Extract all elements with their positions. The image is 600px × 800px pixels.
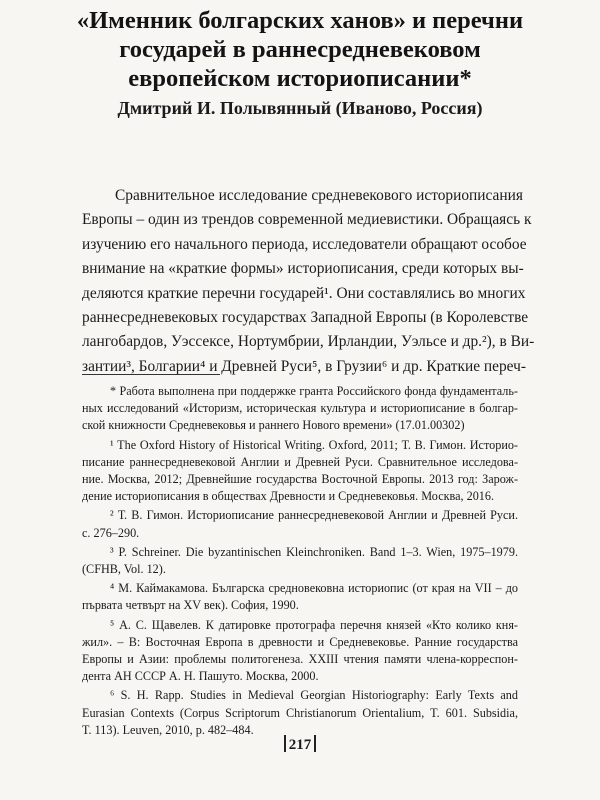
footnote-line: с. 276–290. [82, 525, 140, 540]
footnote-line: жил». – В: Восточная Европа в древности и Средневековье. Ранние государства [82, 634, 518, 649]
footnote-divider [82, 374, 220, 375]
body-line: раннесредневековых государствах Западной Европы (в Королевстве [82, 309, 529, 327]
footnote-line: ³ P. Schreiner. Die byzantinischen Kleinchroniken. Band 1–3. Wien, 1975–1979. [110, 544, 518, 559]
footnotes [82, 383, 518, 741]
footnote-grant [82, 383, 518, 435]
footnote-line: ¹ The Oxford History of Historical Writing. Oxford, 2011; Т. В. Гимон. Историо- [110, 437, 518, 452]
body-line: Сравнительное исследование средневекового историописания [115, 187, 523, 204]
page-number [0, 735, 600, 754]
author-line: Дмитрий И. Полывянный (Иваново, Россия) [117, 98, 483, 118]
footnote-3 [82, 544, 518, 578]
footnote-line: T. 113). Leuven, 2010, p. 482–484. [82, 722, 254, 737]
footnote-5 [82, 617, 518, 686]
title-line: европейском историописании* [128, 65, 472, 92]
body-line: лангобардов, Уэссексе, Нортумбрии, Ирландии, Уэльсе и др.²), в Ви- [82, 333, 535, 351]
footnote-line: писание раннесредневековой Англии и Древней Руси. Сравнительное исследова- [82, 454, 518, 469]
body-line: зантии³, Болгарии⁴ и Древней Руси⁵, в Грузии⁶ и др. Краткие переч- [82, 357, 526, 375]
footnote-line: Eurasian Contexts (Corpus Scriptorum Christianorum Orientalium, T. 601. Subsidia, [82, 705, 518, 720]
footnote-line: ⁶ S. H. Rapp. Studies in Medieval Georgian Historiography: Early Texts and [110, 688, 518, 703]
footnote-6 [82, 687, 518, 739]
body-line: деляются краткие перечни государей¹. Они составлялись во многих [82, 284, 526, 302]
body-paragraph [82, 184, 535, 379]
footnote-line: ние. Москва, 2012; Древнейшие государства Восточной Европы. 2013 год: Зарож- [82, 472, 518, 487]
footnote-line: ⁵ А. С. Щавелев. К датировке протографа перечня князей «Кто колико кня- [110, 617, 518, 632]
title-line: государей в раннесредневековом [119, 36, 481, 63]
page-number-bar-left [284, 735, 286, 752]
footnote-line: дента АН СССР А. Н. Пашуто. Москва, 2000. [82, 669, 319, 684]
footnote-line: дение историописания в обществах Древности и Средневековья. Москва, 2016. [82, 489, 495, 504]
footnote-line: първата четвърт на XV век). София, 1990. [82, 598, 299, 613]
footnote-line: ных исследований «Историзм, историческая культура и историописание в болгар- [82, 401, 518, 416]
body-line: внимание на «краткие формы» историописания, среди которых вы- [82, 260, 524, 278]
footnote-line: ской книжности Средневековья и раннего Нового времени» (17.01.00302) [82, 418, 465, 433]
footnote-1 [82, 437, 518, 506]
footnote-line: (CFHB, Vol. 12). [82, 562, 166, 577]
footnote-line: ⁴ М. Каймакамова. Българска средновековна историопис (от края на VII – до [110, 581, 518, 596]
footnote-2 [82, 507, 518, 541]
footnote-4 [82, 580, 518, 614]
footnote-line: Европы и Азии: проблемы политогенеза. XXIII чтения памяти члена-корреспон- [82, 652, 518, 667]
footnote-line: * Работа выполнена при поддержке гранта Российского фонда фундаменталь- [110, 384, 518, 398]
body-line: Европы – один из трендов современной медиевистики. Обращаясь к [82, 211, 532, 229]
footnote-line: ² Т. В. Гимон. Историописание раннесредневековой Англии и Древней Руси. [110, 508, 518, 523]
page-number-text: 217 [288, 737, 312, 753]
page-number-bar-right [314, 735, 316, 752]
body-line: изучению его начального периода, исследователи обращают особое [82, 235, 527, 253]
article-title [40, 6, 560, 93]
title-line: «Именник болгарских ханов» и перечни [76, 7, 524, 34]
